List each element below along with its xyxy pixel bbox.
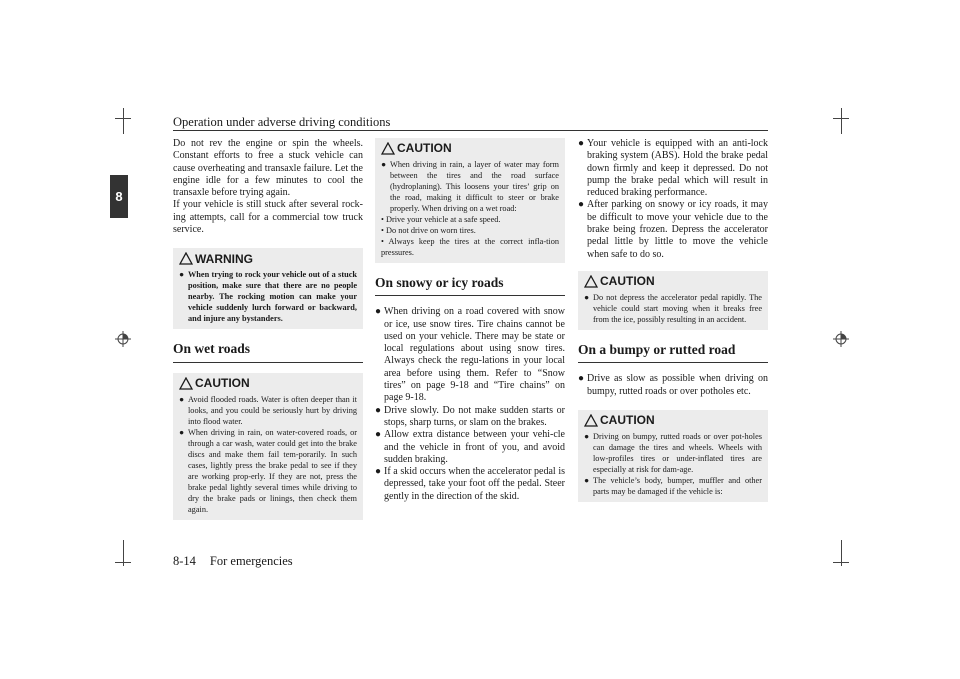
caution-box: [578, 410, 768, 502]
warning-item: ● When trying to rock your vehicle out of a stuck position, make sure that there are no people nearby. The rocking motion can make your vehicle suddenly lurch forward or backward, and injure any bystanders.: [179, 270, 357, 324]
caution-triangle-icon: [179, 377, 193, 390]
caution-sub-item: • Do not drive on worn tires.: [381, 226, 476, 235]
column-3: [578, 138, 768, 502]
footer-section: For emergencies: [209, 554, 293, 568]
page-number: 8-14: [173, 554, 196, 568]
body-bullet: ● When driving on a road covered with snow or ice, use snow tires. Tire chains cannot be used on your vehicle. There may be state or local regulations about using snow tires. Always check the regu-lations in your local area before using them. Refer to “Snow tires” on page 9-18 and “Tire chains” on page 9-18.: [375, 306, 565, 404]
body-paragraph: If your vehicle is still stuck after several rock-ing attempts, call for a commercial tow truck service.: [173, 199, 363, 236]
column-2: [375, 138, 565, 503]
section-heading-wet-roads: On wet roads: [173, 329, 363, 362]
warning-title: WARNING: [179, 248, 357, 269]
section-heading-bumpy-roads: On a bumpy or rutted road: [578, 330, 768, 363]
crop-mark: [833, 118, 849, 119]
registration-mark-icon: [833, 331, 849, 347]
warning-box: [173, 248, 363, 329]
header-rule: [173, 130, 768, 131]
crop-mark: [841, 108, 842, 134]
caution-title: CAUTION: [179, 373, 357, 394]
caution-sub-item: • Always keep the tires at the correct infla-tion pressures.: [381, 237, 559, 257]
caution-item: ● The vehicle’s body, bumper, muffler and other parts may be damaged if the vehicle is:: [584, 475, 762, 496]
caution-box: [375, 138, 565, 263]
caution-triangle-icon: [584, 414, 598, 427]
column-1: [173, 138, 363, 520]
caution-triangle-icon: [584, 275, 598, 288]
body-paragraph: Do not rev the engine or spin the wheels. Constant efforts to free a stuck vehicle can cause overheating and transaxle failure. Let the engine idle for a few minutes to cool the transaxle before trying again.: [173, 138, 363, 199]
crop-mark: [115, 562, 131, 563]
caution-item: ● When driving in rain, on water-covered roads, or through a car wash, water could get into the brake discs and make them fail tem-porarily. In such cases, lightly press the brake pedal to see if they are working prop-erly. If they are not, press the brake pedal lightly several times while driving to dry the brake pads or linings, then check them again.: [179, 427, 357, 514]
crop-mark: [833, 562, 849, 563]
chapter-tab: 8: [110, 175, 128, 218]
caution-title: CAUTION: [381, 138, 559, 159]
caution-item: ● When driving in rain, a layer of water may form between the tires and the road surface (hydroplaning). This loosens your tires’ grip on the road, making it difficult to steer or brake properly. When driving on a wet road:: [381, 160, 559, 213]
caution-box: [173, 373, 363, 520]
caution-box: [578, 271, 768, 330]
caution-item: ● Driving on bumpy, rutted roads or over pot-holes can damage the tires and wheels. Wheels with low-profiles tires or under-inflated tires are especially at risk for dam-age.: [584, 431, 762, 474]
caution-item: ● Avoid flooded roads. Water is often deeper than it looks, and you could be seriously hurt by driving into flood water.: [179, 394, 357, 426]
page-footer: [173, 554, 293, 569]
caution-item: ● Do not depress the accelerator pedal rapidly. The vehicle could start moving when it breaks free from the ice, possibly resulting in an accident.: [584, 292, 762, 324]
body-bullet: ● Allow extra distance between your vehi-cle and the vehicle in front of you, and avoid sudden braking.: [375, 429, 565, 465]
section-heading-snowy-roads: On snowy or icy roads: [375, 263, 565, 296]
warning-triangle-icon: [179, 252, 193, 265]
body-bullet: ● If a skid occurs when the accelerator pedal is depressed, take your foot off the pedal. Steer gently in the direction of the skid.: [375, 466, 565, 502]
body-bullet: ● Drive slowly. Do not make sudden starts or stops, sharp turns, or slam on the brakes.: [375, 404, 565, 428]
crop-mark: [123, 108, 124, 134]
crop-mark: [115, 118, 131, 119]
caution-title: CAUTION: [584, 271, 762, 292]
body-bullet: ● After parking on snowy or icy roads, it may be difficult to move your vehicle due to the brake being frozen. Depress the accelerator pedal little by little to move the vehicle when safe to do so.: [578, 199, 768, 260]
caution-sub-item: • Drive your vehicle at a safe speed.: [381, 215, 501, 224]
page-header-title: Operation under adverse driving conditions: [173, 115, 391, 129]
registration-mark-icon: [115, 331, 131, 347]
body-bullet: ● Your vehicle is equipped with an anti-lock braking system (ABS). Hold the brake pedal down firmly and keep it depressed. Do not pump the brake pedal which will result in reduced braking performance.: [578, 138, 768, 199]
body-bullet: ● Drive as slow as possible when driving on bumpy, rutted roads or over potholes etc.: [578, 373, 768, 397]
caution-title: CAUTION: [584, 410, 762, 431]
caution-triangle-icon: [381, 142, 395, 155]
